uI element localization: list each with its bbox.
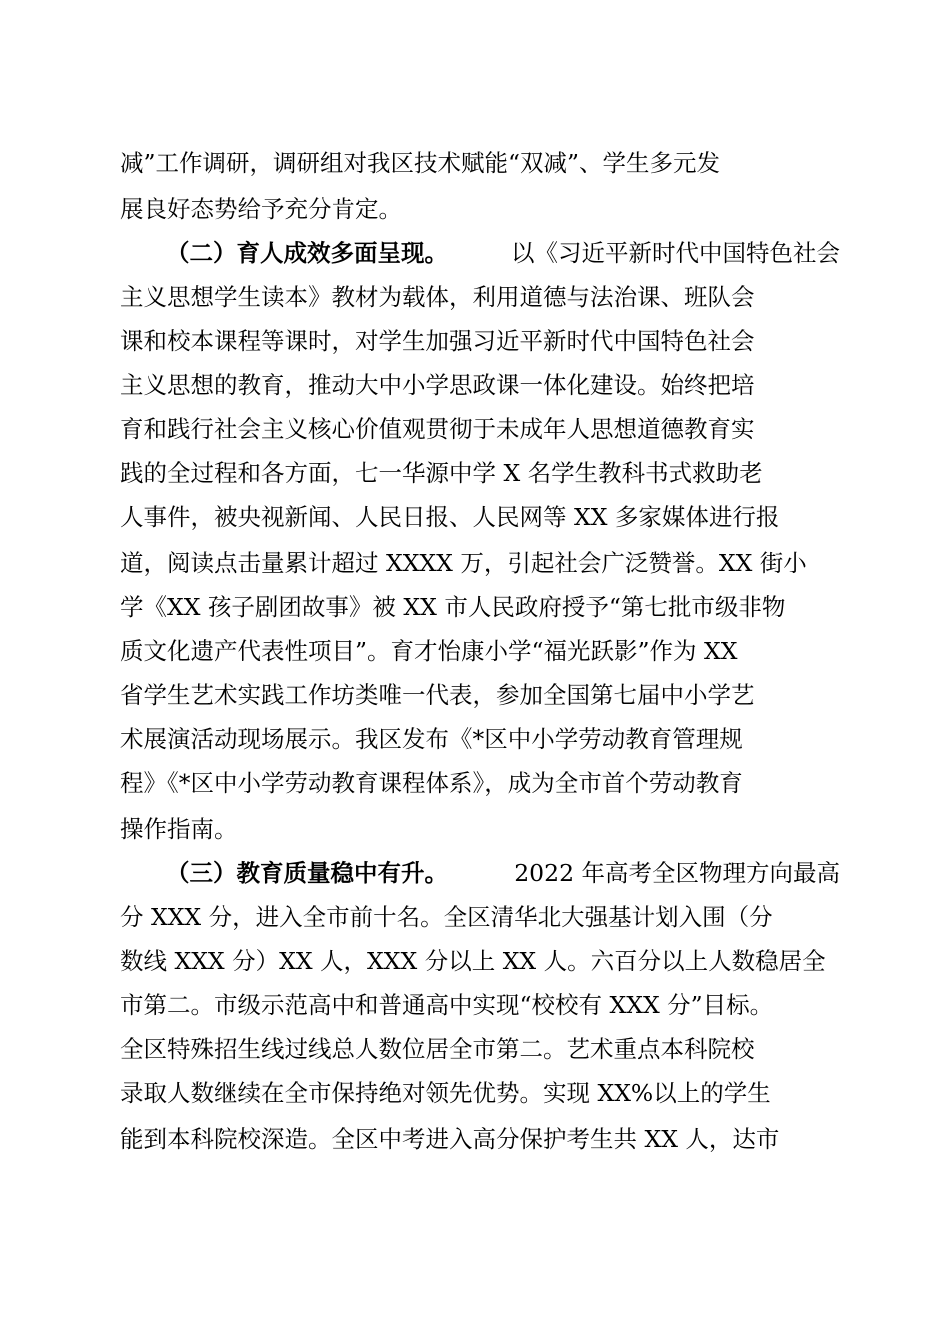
paragraph-2-line-1: 以《习近平新时代中国特色社会 [511, 239, 840, 267]
paragraph-3-first-line [166, 855, 840, 891]
paragraph-3-line-1: 2022 年高考全区物理方向最高 [514, 859, 840, 887]
paragraph-3-line-2: 分 XXX 分，进入全市前十名。全区清华北大强基计划入围（分 [120, 903, 773, 931]
paragraph-2-line-3: 课和校本课程等课时，对学生加强习近平新时代中国特色社会 [120, 327, 755, 355]
paragraph-2-line-2: 主义思想学生读本》教材为载体，利用道德与法治课、班队会 [120, 283, 755, 311]
paragraph-2-line-8: 道，阅读点击量累计超过 XXXX 万，引起社会广泛赞誉。XX 街小 [120, 549, 807, 577]
paragraph-2-line-4: 主义思想的教育，推动大中小学思政课一体化建设。始终把培 [120, 371, 755, 399]
section-heading-2: （二）育人成效多面呈现。 [166, 239, 448, 267]
paragraph-1-line-1: 减”工作调研，调研组对我区技术赋能“双减”、学生多元发 [120, 149, 721, 177]
paragraph-3-line-3: 数线 XXX 分）XX 人，XXX 分以上 XX 人。六百分以上人数稳居全 [120, 947, 826, 975]
paragraph-2-line-10: 质文化遗产代表性项目”。育才怡康小学“福光跃影”作为 XX [120, 637, 738, 665]
section-heading-3: （三）教育质量稳中有升。 [166, 859, 448, 887]
paragraph-2-line-14: 操作指南。 [120, 815, 238, 843]
paragraph-2-line-12: 术展演活动现场展示。我区发布《*区中小学劳动教育管理规 [120, 725, 743, 753]
paragraph-2-line-7: 人事件，被央视新闻、人民日报、人民网等 XX 多家媒体进行报 [120, 503, 780, 531]
paragraph-3-line-7: 能到本科院校深造。全区中考进入高分保护考生共 XX 人，达市 [120, 1125, 780, 1153]
paragraph-2-line-9: 学《XX 孩子剧团故事》被 XX 市人民政府授予“第七批市级非物 [120, 593, 786, 621]
paragraph-2-line-6: 践的全过程和各方面，七一华源中学 X 名学生教科书式救助老 [120, 459, 763, 487]
paragraph-2-line-13: 程》《*区中小学劳动教育课程体系》，成为全市首个劳动教育 [120, 769, 743, 797]
paragraph-1-line-2: 展良好态势给予充分肯定。 [120, 195, 402, 223]
paragraph-3-line-4: 市第二。市级示范高中和普通高中实现“校校有 XXX 分”目标。 [120, 991, 774, 1019]
paragraph-3-line-6: 录取人数继续在全市保持绝对领先优势。实现 XX%以上的学生 [120, 1079, 771, 1107]
paragraph-2-first-line [166, 235, 840, 271]
paragraph-3-line-5: 全区特殊招生线过线总人数位居全市第二。艺术重点本科院校 [120, 1035, 755, 1063]
paragraph-2-line-11: 省学生艺术实践工作坊类唯一代表，参加全国第七届中小学艺 [120, 681, 755, 709]
paragraph-2-line-5: 育和践行社会主义核心价值观贯彻于未成年人思想道德教育实 [120, 415, 755, 443]
